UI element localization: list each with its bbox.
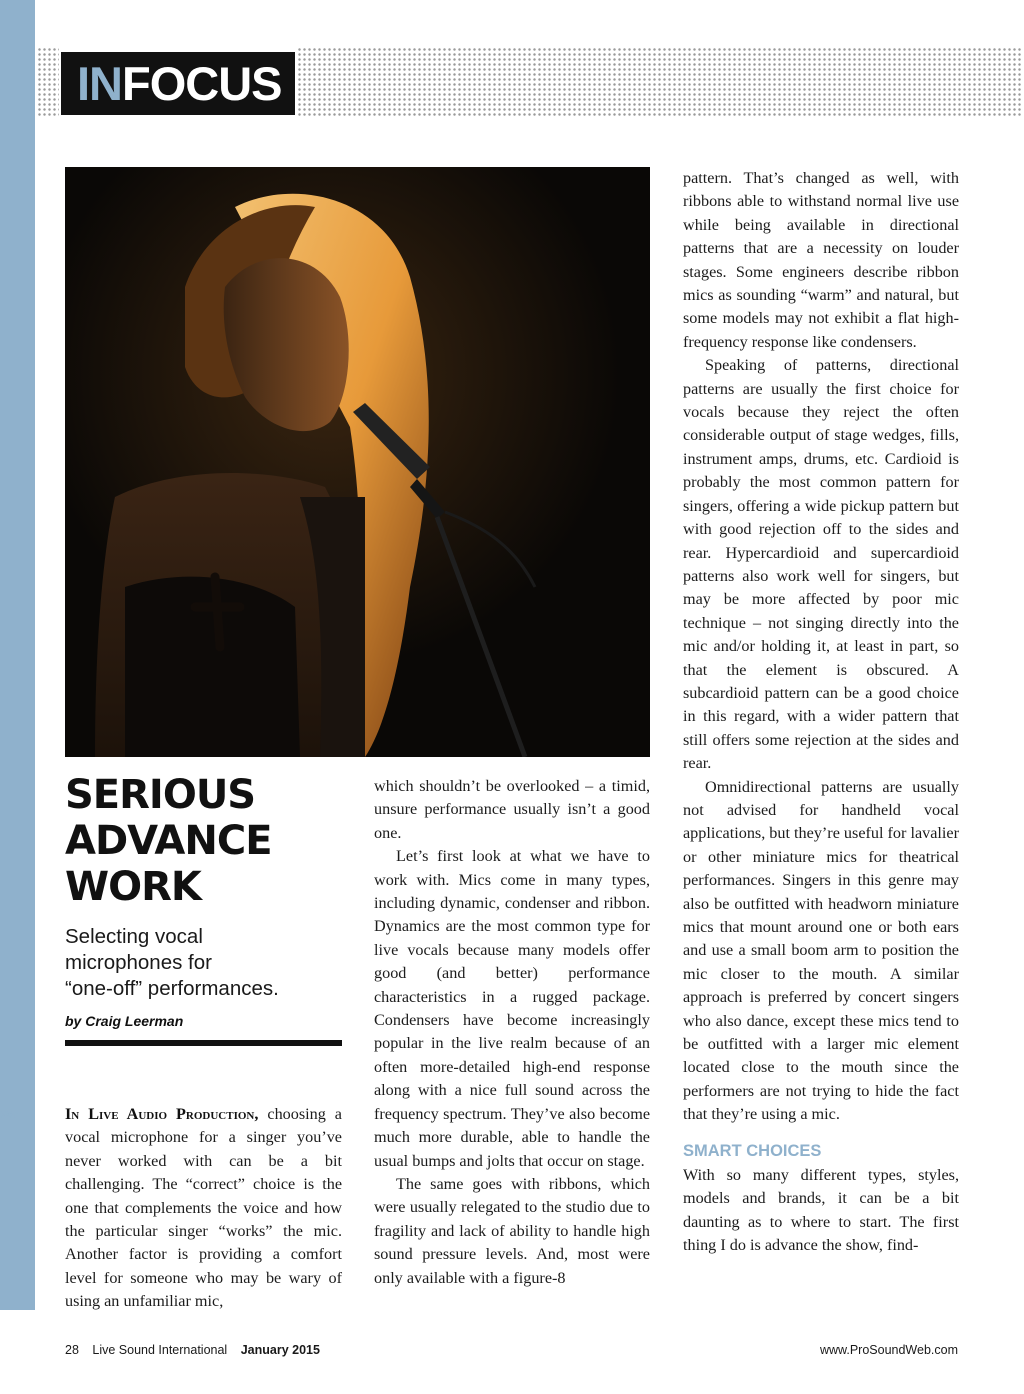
singer-photo: [65, 167, 650, 757]
section-tag-accent: IN: [77, 57, 122, 110]
col3-paragraph-2: Speaking of patterns, directional patterns are usually the first choice for vocals because they reject the often considerable output of stage wedges, fills, instrument amps, drums, etc. Cardioid is probably the most common pattern for singers, offering a wide pickup pattern but with good rejection off to the sides and rear. Hypercardioid and supercardioid patterns also work well for singers, but may be more affected by poor mic technique – not singing directly into the mic and/or holding it, at least in part, so that the element is obscured. A subcardioid pattern can be a good choice in this regard, with a wider pattern that still offers some rejection at the sides and rear.: [683, 356, 959, 773]
col1-paragraph-1-text: choosing a vocal microphone for a singer you’ve never worked with can be a bit challenging. The “correct” choice is the one that complements the voice and how the particular singer “works” the mic. Another factor is providing a comfort level for someone who may be wary of using an unfamiliar mic,: [65, 1105, 342, 1311]
column-3: [683, 167, 959, 1258]
col3-paragraph-3: Omnidirectional patterns are usually not advised for handheld vocal applications, but they’re useful for lavalier or other miniature mics for theatrical performances. Singers in this genre may also be outfitted with headworn miniature mics that mount around one or both ears and use a small boom arm to position the mic closer to the mouth. A similar approach is preferred by concert singers who also dance, except these mics tend to be outfitted with a larger mic element located close to the mouth since the performers are not trying to hide the fact that they’re using a mic.: [683, 777, 959, 1124]
lead-in: In Live Audio Production,: [65, 1105, 259, 1123]
publication-name: Live Sound International: [92, 1343, 228, 1357]
page-footer: [65, 1343, 958, 1361]
website-link[interactable]: www.ProSoundWeb.com: [819, 1343, 958, 1357]
column-1: [65, 1103, 342, 1314]
section-tag-main: FOCUS: [122, 57, 282, 110]
singer-illustration: [65, 167, 650, 757]
section-tag: [61, 52, 295, 115]
col1-paragraph-1: [65, 1103, 342, 1314]
issue-date: January 2015: [240, 1343, 320, 1357]
dot-pattern-left: [37, 47, 59, 117]
byline: by Craig Leerman: [65, 1013, 184, 1029]
dot-pattern-right: [297, 47, 1022, 117]
article-title: SERIOUS ADVANCE WORK: [65, 772, 272, 910]
col2-paragraph-2: Let’s first look at what we have to work with. Mics come in many types, including dynamic, condenser and ribbon. Dynamics are the most common type for live vocals because many models offer good (and better) performance characteristics in a rugged package. Condensers have become increasingly popular in the live realm because of an often more-detailed high-end response along with a nice full sound across the frequency spectrum. They’ve also become much more durable, able to handle the usual bumps and jolts that occur on stage.: [374, 847, 650, 1170]
lead-chevrons-icon: ›››››: [0, 1105, 16, 1123]
col2-paragraph-3: The same goes with ribbons, which were usually relegated to the studio due to fragility and lack of ability to handle high sound pressure levels. And, most were only available with a figure-8: [374, 1174, 650, 1287]
page-number: 28: [65, 1343, 79, 1357]
col3-paragraph-1: pattern. That’s changed as well, with ribbons able to withstand normal live use while being available in directional patterns that are a necessity on louder stages. Some engineers describe ribbon mics as sounding “warm” and natural, but some models may not exhibit a flat high-frequency response like condensers.: [683, 169, 959, 351]
col3-paragraph-4: With so many different types, styles, models and brands, it can be a bit daunting as to where to start. The first thing I do is advance the show, find-: [683, 1166, 959, 1255]
section-heading: SMART CHOICES: [683, 1141, 822, 1160]
column-2: [374, 775, 650, 1290]
title-divider: [65, 1040, 342, 1046]
col2-paragraph-1: which shouldn’t be overlooked – a timid, unsure performance usually isn’t a good one.: [374, 777, 650, 842]
article-subtitle: Selecting vocal microphones for “one-off” performances.: [65, 925, 279, 1000]
